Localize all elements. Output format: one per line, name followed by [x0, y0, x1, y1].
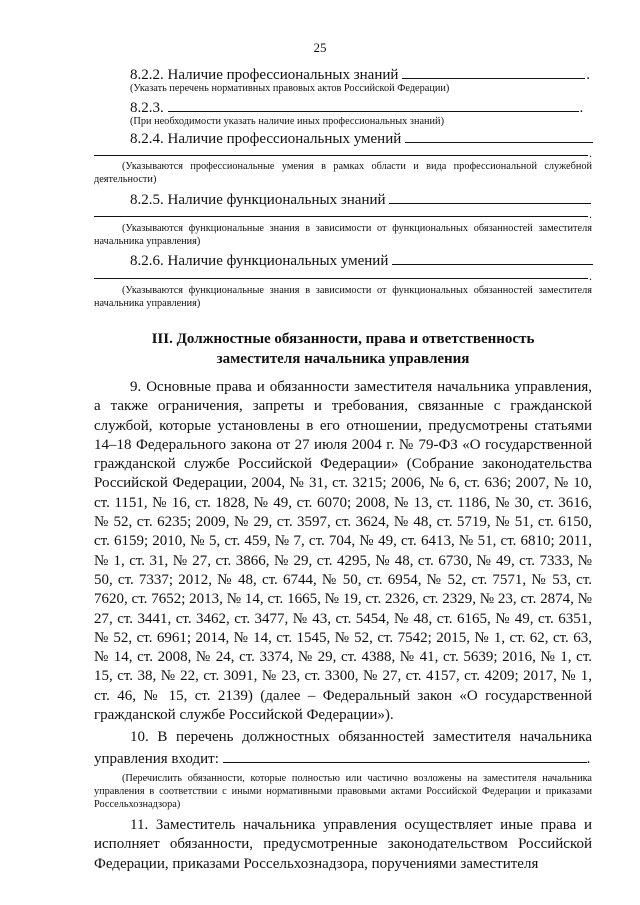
note-8-2-5: (Указываются функциональные знания в зависимости от функциональных обязанностей заместителя начальника управления) — [94, 223, 592, 247]
line-end-dot: . — [589, 146, 592, 160]
paragraph-10-end: . — [586, 750, 591, 767]
paragraph-10 — [94, 728, 592, 769]
section-subtitle: заместителя начальника управления — [216, 351, 470, 367]
page-number: 25 — [313, 40, 327, 55]
paragraph-9: 9. Основные права и обязанности заместителя начальника управления, а также ограничения, запреты и требования, связанные с гражданской службой, которые установлены в его отношении, предусмотрены статьями 14–18 Федерального закона от 27 июля 2004 г. № 79-ФЗ «О государственной гражданской службе Российской Федерации» (Собрание законодательства Российской Федерации, 2004, № 31, ст. 3215; 2006, № 6, ст. 636; 2007, № 10, ст. 1151, № 16, ст. 1828, № 49, ст. 6070; 2008, № 13, ст. 1186, № 30, ст. 3616, № 52, ст. 6235; 2009, № 29, ст. 3597, ст. 3624, № 48, ст. 5719, № 51, ст. 6150, ст. 6159; 2010, № 5, ст. 459, № 7, ст. 704, № 49, ст. 6413, № 51, ст. 6810; 2011, № 1, ст. 31, № 27, ст. 3866, № 29, ст. 4295, № 48, ст. 6730, № 49, ст. 7333, № 50, ст. 7337; 2012, № 48, ст. 6744, № 50, ст. 6954, № 52, ст. 7571, № 53, ст. 7620, ст. 7652; 2013, № 14, ст. 1665, № 19, ст. 2326, ст. 2329, № 23, ст. 2874, № 27, ст. 3441, ст. 3462, ст. 3477, № 43, ст. 5454, № 48, ст. 6165, № 49, ст. 6351, № 52, ст. 6961; 2014, № 14, ст. 1545, № 52, ст. 7542; 2015, № 1, ст. 62, ст. 63, № 14, ст. 2008, № 24, ст. 3374, № 29, ст. 4388, № 41, ст. 5639; 2016, № 1, ст. 15, ст. 38, № 22, ст. 3091, № 23, ст. 3300, № 27, ст. 4157, ст. 4209; 2017, № 1, ст. 46, № 15, ст. 2139) (далее – Федеральный закон «О государственной гражданской службе Российской Федерации»). — [94, 379, 592, 724]
fill-in-line — [405, 128, 593, 143]
line-end-dot: . — [589, 269, 592, 283]
field-label: 8.2.2. Наличие профессиональных знаний — [130, 67, 399, 83]
field-end: . — [586, 67, 590, 83]
field-8-2-4 — [130, 128, 593, 148]
field-label: 8.2.6. Наличие функциональных умений — [130, 253, 389, 269]
fill-in-line — [402, 64, 585, 79]
field-8-2-6 — [130, 250, 593, 270]
field-label: 8.2.5. Наличие функциональных знаний — [130, 192, 386, 208]
field-label: 8.2.4. Наличие профессиональных умений — [130, 131, 402, 147]
paragraph-10-text: 10. В перечень должностных обязанностей заместителя начальника управления входит: — [94, 729, 592, 767]
fill-in-line — [94, 216, 588, 217]
field-8-2-5 — [130, 189, 591, 209]
fill-in-line — [94, 155, 588, 156]
note-8-2-6: (Указываются функциональные знания в зависимости от функциональных обязанностей заместителя начальника управления) — [94, 285, 592, 309]
line-end-dot: . — [589, 207, 592, 221]
note-10: (Перечислить обязанности, которые полностью или частично возложены на заместителя начальника управления в соответствии с иными нормативными правовыми актами Российской Федерации и приказами Россельхознадзора) — [94, 772, 592, 810]
section-title: III. Должностные обязанности, права и ответственность — [151, 331, 535, 347]
note-8-2-4: (Указываются профессиональные умения в рамках области и вида профессиональной служебной деятельности) — [94, 161, 592, 185]
section-body — [94, 378, 592, 874]
note-8-2-2: (Указать перечень нормативных правовых актов Российской Федерации) — [130, 83, 450, 94]
field-8-2-3 — [130, 97, 583, 117]
fill-in-line — [94, 278, 588, 279]
fill-in-line — [389, 189, 591, 204]
fill-in-line — [168, 97, 579, 112]
field-8-2-2 — [130, 64, 590, 84]
note-8-2-3: (При необходимости указать наличие иных профессиональных знаний) — [130, 116, 444, 127]
fill-in-line — [223, 748, 587, 763]
fill-in-line — [392, 250, 593, 265]
field-end: . — [579, 100, 584, 116]
field-label: 8.2.3. — [130, 100, 164, 116]
paragraph-11: 11. Заместитель начальника управления осуществляет иные права и исполняет обязанности, предусмотренные законодательством Российской Федерации, приказами Россельхознадзора, поручениями заместителя — [94, 816, 592, 872]
